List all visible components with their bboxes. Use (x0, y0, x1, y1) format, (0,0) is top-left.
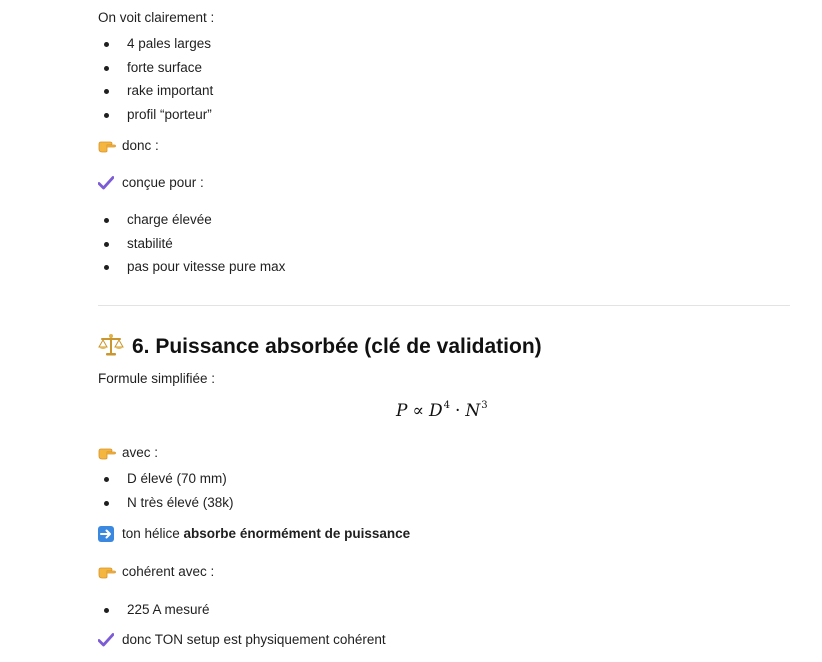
formula-d-exponent: 4 (443, 400, 450, 411)
list-item: profil “porteur” (98, 106, 213, 130)
purposes-list (98, 211, 285, 282)
formula-proportional: ∝ (412, 401, 424, 421)
intro-text: On voit clairement : (98, 10, 215, 25)
params-list (98, 470, 234, 517)
formula-dot: · (454, 401, 461, 421)
pointing-hand-icon (98, 446, 116, 460)
bullet-icon (104, 265, 109, 270)
list-item: D élevé (70 mm) (98, 470, 234, 494)
check-mark-icon (98, 176, 116, 190)
bullet-icon (104, 477, 109, 482)
final-line: donc TON setup est physiquement cohérent (98, 631, 386, 649)
bullet-icon (104, 608, 109, 613)
conclusion-bold: absorbe énormément de puissance (183, 526, 411, 541)
coherent-line: cohérent avec : (98, 563, 214, 581)
bullet-icon (104, 66, 109, 71)
concue-line: conçue pour : (98, 174, 204, 192)
right-arrow-icon (98, 526, 116, 542)
formula-n: N (465, 401, 481, 421)
check-mark-icon (98, 633, 116, 647)
pointing-hand-icon (98, 139, 116, 153)
balance-scale-icon (98, 333, 124, 357)
bullet-icon (104, 501, 109, 506)
list-item: stabilité (98, 235, 285, 259)
list-item: rake important (98, 82, 213, 106)
measured-list (98, 601, 210, 625)
donc-line: donc : (98, 137, 159, 155)
formula-label: Formule simplifiée : (98, 371, 216, 386)
power-formula (396, 400, 488, 421)
bullet-icon (104, 89, 109, 94)
list-item: forte surface (98, 59, 213, 83)
bullet-icon (104, 242, 109, 247)
list-item: N très élevé (38k) (98, 494, 234, 518)
avec-line: avec : (98, 444, 158, 462)
formula-p: P (396, 401, 408, 421)
bullet-icon (104, 218, 109, 223)
bullet-icon (104, 42, 109, 47)
section-divider (98, 305, 790, 306)
formula-d: D (428, 401, 443, 421)
list-item: 225 A mesuré (98, 601, 210, 625)
pointing-hand-icon (98, 565, 116, 579)
bullet-icon (104, 113, 109, 118)
list-item: pas pour vitesse pure max (98, 258, 285, 282)
section-heading: 6. Puissance absorbée (clé de validation) (98, 333, 542, 361)
conclusion-line: ton hélice absorbe énormément de puissance (98, 525, 410, 543)
formula-n-exponent: 3 (481, 400, 488, 411)
list-item: charge élevée (98, 211, 285, 235)
features-list (98, 35, 213, 129)
list-item: 4 pales larges (98, 35, 213, 59)
